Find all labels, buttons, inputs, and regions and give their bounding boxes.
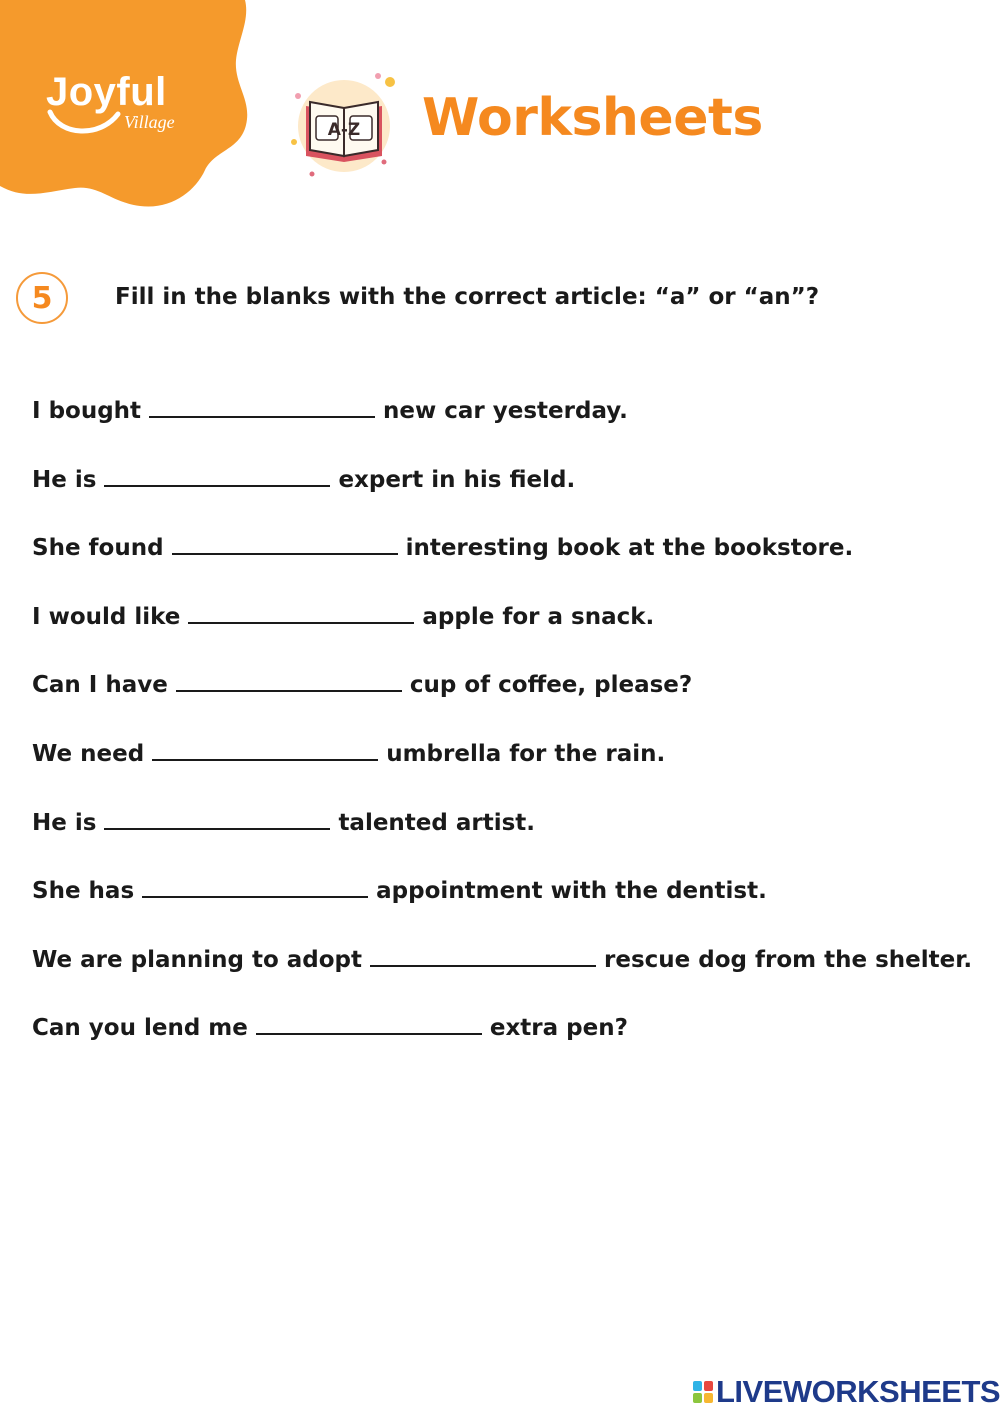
sentence-row <box>32 529 972 598</box>
answer-blank[interactable] <box>152 735 378 761</box>
question-number-badge: 5 <box>16 272 68 324</box>
brand-smile-icon <box>44 106 124 140</box>
sentence-row <box>32 1009 972 1078</box>
sentence-after: umbrella for the rain. <box>386 740 666 767</box>
sentence-after: appointment with the dentist. <box>376 878 767 905</box>
sentence-before: We need <box>32 740 145 767</box>
sentence-row <box>32 598 972 667</box>
book-icon-label: A-Z <box>327 120 361 140</box>
answer-blank[interactable] <box>188 598 414 624</box>
sentence-row <box>32 804 972 873</box>
answer-blank[interactable] <box>149 392 375 418</box>
brand-logo-text: Joyful <box>46 70 167 114</box>
book-icon <box>288 70 400 180</box>
sentence-row <box>32 392 972 461</box>
sentence-before: She has <box>32 878 135 905</box>
sentence-list <box>32 392 972 1078</box>
sentence-after: expert in his field. <box>338 466 576 493</box>
answer-blank[interactable] <box>104 461 330 487</box>
sentence-row <box>32 941 972 1010</box>
page-title: Worksheets <box>422 88 763 148</box>
sentence-row <box>32 666 972 735</box>
answer-blank[interactable] <box>142 872 368 898</box>
sentence-after: rescue dog from the shelter. <box>604 946 973 973</box>
sentence-row <box>32 872 972 941</box>
sentence-before: I bought <box>32 398 142 424</box>
sentence-after: interesting book at the bookstore. <box>405 535 854 562</box>
sentence-before: He is <box>32 809 97 836</box>
sentence-row <box>32 461 972 530</box>
sentence-before: She found <box>32 535 164 562</box>
sentence-row <box>32 735 972 804</box>
sentence-after: extra pen? <box>489 1015 628 1042</box>
sentence-before: I would like <box>32 603 181 630</box>
question-instruction: Fill in the blanks with the correct article: “a” or “an”? <box>115 284 820 310</box>
sentence-after: talented artist. <box>338 809 536 836</box>
sentence-before: We are planning to adopt <box>32 946 363 973</box>
answer-blank[interactable] <box>370 941 596 967</box>
answer-blank[interactable] <box>172 529 398 555</box>
answer-blank[interactable] <box>256 1009 482 1035</box>
sentence-before: Can you lend me <box>32 1015 248 1042</box>
liveworksheets-logo-icon <box>692 1379 714 1405</box>
answer-blank[interactable] <box>176 666 402 692</box>
sentence-before: He is <box>32 466 97 493</box>
sentence-after: cup of coffee, please? <box>409 672 693 699</box>
sentence-before: Can I have <box>32 672 168 699</box>
answer-blank[interactable] <box>104 804 330 830</box>
liveworksheets-footer <box>692 1374 1000 1410</box>
liveworksheets-brand-text: LIVEWORKSHEETS <box>716 1374 1000 1409</box>
sentence-after: apple for a snack. <box>422 603 655 630</box>
sentence-after: new car yesterday. <box>383 398 628 424</box>
brand-logo-subtext: Village <box>124 112 175 132</box>
